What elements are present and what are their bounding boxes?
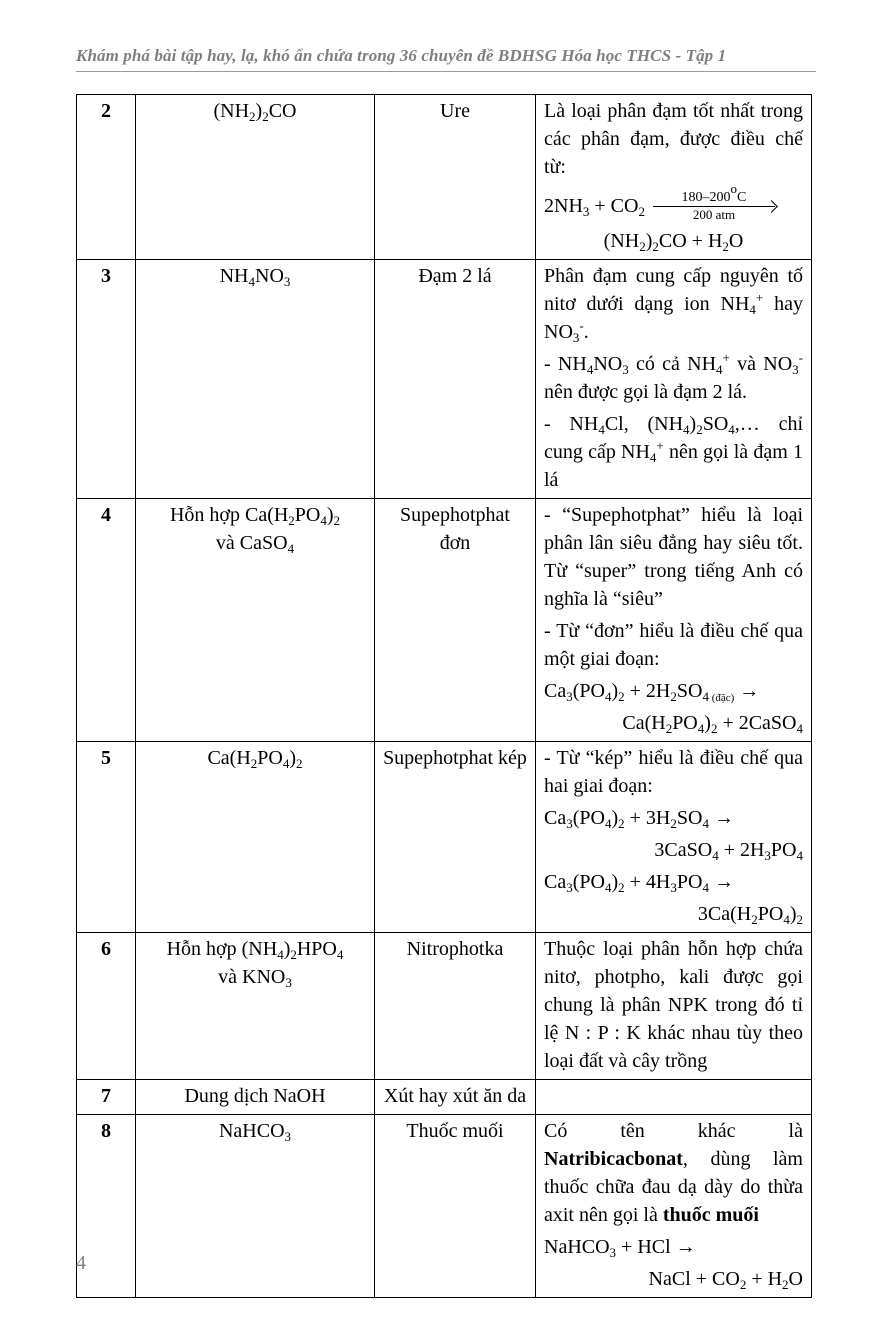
description: Có tên khác là Natribicacbonat, dùng làm thuốc chữa đau dạ dày do thừa axit nên gọi là thuốc muối NaHCO$_3$ + HCl → NaCl + $CO_2 + H_2O$ (536, 1115, 812, 1298)
row-number: 3 (77, 260, 136, 499)
reaction-equation: $Ca_3(PO_4)_2 + 2H_2SO_4$ $_{(đặc)}$ → (544, 680, 760, 704)
reaction-product: $3Ca(H_2PO_4)_2$ (697, 903, 803, 927)
description: Phân đạm cung cấp nguyên tố nitơ dưới dạng ion $NH_4^+$ hay $NO_3^-$. - $NH_4NO_3$ có cả $NH_4^+$ và $NO_3^-$ nên được gọi là đạm 2 lá. - $NH_4Cl$, $(NH_4)_2SO_4,\dots$ chỉ cung cấp $NH_4^+$ nên gọi là đạm 1 lá (536, 260, 812, 499)
table-row (77, 95, 812, 260)
reaction-equation: $2NH_3 + CO_2$ 180–200$^o$C 200 atm (544, 189, 803, 223)
row-number: 2 (77, 95, 136, 260)
common-name: Ure (375, 95, 536, 260)
chem-formula: $Ca(H_2PO_4)_2$ (136, 742, 375, 933)
fertilizer-table (76, 94, 812, 1298)
table-row (77, 1115, 812, 1298)
chem-formula: Hỗn hợp $(NH_4)_2HPO_4$ và $KNO_3$ (136, 933, 375, 1080)
common-name: Thuốc muối (375, 1115, 536, 1298)
chem-formula: NaHCO$_3$ (136, 1115, 375, 1298)
reaction-equation: $Ca_3(PO_4)_2 + 4H_3PO_4$ → (544, 871, 734, 895)
reaction-equation: $Ca_3(PO_4)_2 + 3H_2SO_4$ → (544, 807, 734, 831)
row-number: 8 (77, 1115, 136, 1298)
table-row (77, 933, 812, 1080)
table-row (77, 499, 812, 742)
description: Là loại phân đạm tốt nhất trong các phân đạm, được điều chế từ: $2NH_3 + CO_2$ 180–200$^o$C 200 atm $(NH_2)_2CO + H_2O$ (536, 95, 812, 260)
reaction-product: NaCl + $CO_2 + H_2O$ (648, 1268, 803, 1292)
reaction-equation: NaHCO$_3$ + HCl → (544, 1236, 696, 1260)
common-name: Đạm 2 lá (375, 260, 536, 499)
chem-formula: Dung dịch NaOH (136, 1080, 375, 1115)
chem-formula: $(NH_2)_2CO$ (136, 95, 375, 260)
row-number: 5 (77, 742, 136, 933)
description: - “Supephotphat” hiểu là loại phân lân siêu đẳng hay siêu tốt. Từ “super” trong tiếng Anh có nghĩa là “siêu” - Từ “đơn” hiểu là điều chế qua một giai đoạn: $Ca_3(PO_4)_2 + 2H_2SO_4$ $_{(đặc)}$ → $Ca(H_2PO_4)_2$ + 2CaSO$_4$ (536, 499, 812, 742)
reaction-product: $Ca(H_2PO_4)_2$ + 2CaSO$_4$ (622, 712, 803, 736)
row-number: 6 (77, 933, 136, 1080)
table-row (77, 260, 812, 499)
chem-formula: $NH_4NO_3$ (136, 260, 375, 499)
reaction-product: 3CaSO$_4$ + $2H_3PO_4$ (654, 839, 803, 863)
row-number: 4 (77, 499, 136, 742)
description: Thuộc loại phân hỗn hợp chứa nitơ, photpho, kali được gọi chung là phân NPK trong đó tỉ lệ N : P : K khác nhau tùy theo loại đất và cây trồng (536, 933, 812, 1080)
chem-formula: Hỗn hợp $Ca(H_2PO_4)_2$ và CaSO$_4$ (136, 499, 375, 742)
table-row (77, 742, 812, 933)
running-header: Khám phá bài tập hay, lạ, khó ẩn chứa trong 36 chuyên đề BDHSG Hóa học THCS - Tập 1 (76, 46, 727, 65)
common-name: Supephotphat kép (375, 742, 536, 933)
row-number: 7 (77, 1080, 136, 1115)
description (536, 1080, 812, 1115)
reaction-arrow: 180–200$^o$C 200 atm (653, 189, 775, 223)
header-rule (76, 71, 816, 72)
common-name: Supephotphat đơn (375, 499, 536, 742)
common-name: Nitrophotka (375, 933, 536, 1080)
description: - Từ “kép” hiểu là điều chế qua hai giai đoạn: $Ca_3(PO_4)_2 + 3H_2SO_4$ → 3CaSO$_4$ + $2H_3PO_4$ $Ca_3(PO_4)_2 + 4H_3PO_4$ → $3Ca(H_2PO_4)_2$ (536, 742, 812, 933)
page-number: 4 (76, 1252, 86, 1274)
reaction-product: $(NH_2)_2CO + H_2O$ (603, 230, 744, 254)
table-row (77, 1080, 812, 1115)
common-name: Xút hay xút ăn da (375, 1080, 536, 1115)
